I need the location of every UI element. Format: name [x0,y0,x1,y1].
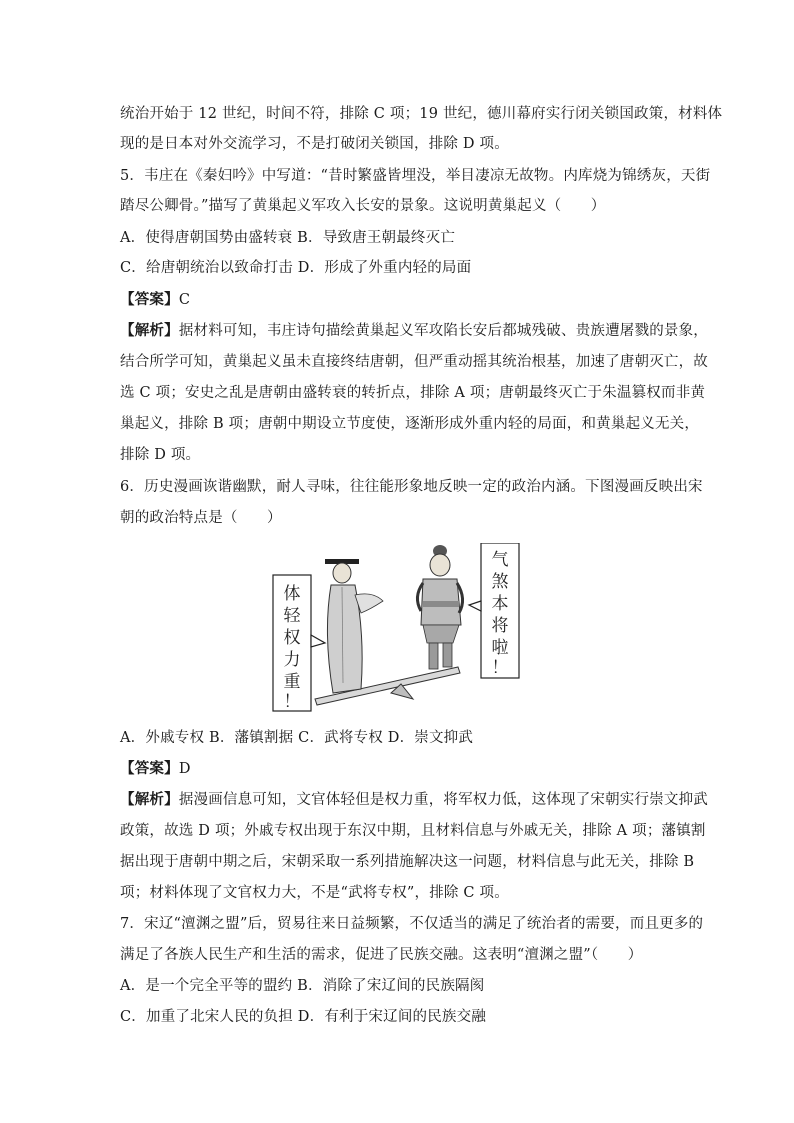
question-5-options-cd: C．给唐朝统治以致命打击 D．形成了外重内轻的局面 [120,260,472,276]
text-line: 现的是日本对外交流学习，不是打破闭关锁国，排除 D 项。 [120,136,509,152]
analysis-tag: 【解析】 [120,791,179,808]
right-bubble-char: 将 [491,616,509,636]
answer-value: C [178,292,191,308]
left-bubble-char: 轻 [283,606,301,626]
question-6-stem: 6．历史漫画诙谐幽默，耐人寻味，往往能形象地反映一定的政治内涵。下图漫画反映出宋 [120,479,703,495]
question-5-stem: 踏尽公卿骨。”描写了黄巢起义军攻入长安的景象。这说明黄巢起义（ ） [120,198,606,214]
question-5-stem: 5．韦庄在《秦妇吟》中写道：“昔时繁盛皆埋没，举目凄凉无故物。内库烧为锦绣灰，天街 [120,168,711,184]
analysis-text: 结合所学可知，黄巢起义虽未直接终结唐朝，但严重动摇其统治根基，加速了唐朝灭亡，故 [120,354,708,370]
analysis-text: 排除 D 项。 [120,447,201,463]
question-5-analysis [120,321,709,341]
answer-value: D [178,761,191,777]
left-bubble-char: 体 [283,584,301,604]
civil-official-figure [325,559,383,693]
question-6-options: A．外戚专权 B．藩镇割据 C．武将专权 D．崇文抑武 [120,730,474,746]
analysis-text: 据漫画信息可知，文官体轻但是权力重，将军权力低，这体现了宋朝实行崇文抑武 [178,792,709,808]
right-bubble-char: 啦 [491,638,509,658]
answer-tag: 【答案】 [120,760,179,777]
analysis-text: 据出现于唐朝中期之后，宋朝采取一系列措施解决这一问题，材料信息与此无关，排除 B [120,854,695,870]
analysis-text: 巢起义，排除 B 项；唐朝中期设立节度使，逐渐形成外重内轻的局面，和黄巢起义无关， [120,416,700,432]
song-dynasty-cartoon [263,543,521,713]
left-bubble-char: ！ [283,692,301,712]
right-bubble-char: 本 [491,594,509,614]
left-bubble-char: 重 [283,672,301,692]
analysis-text: 据材料可知，韦庄诗句描绘黄巢起义军攻陷长安后都城残破、贵族遭屠戮的景象， [178,323,709,339]
question-5-answer [120,290,695,310]
question-5-options-ab: A．使得唐朝国势由盛转衰 B．导致唐王朝最终灭亡 [120,230,456,246]
analysis-text: 选 C 项；安史之乱是唐朝由盛转衰的转折点，排除 A 项；唐朝最终灭亡于朱温篡权而非黄 [120,385,706,401]
question-7-stem: 满足了各族人民生产和生活的需求，促进了民族交融。这表明“澶渊之盟”（ ） [120,947,643,963]
left-bubble-char: 力 [283,650,301,670]
analysis-text: 项；材料体现了文官权力大，不是“武将专权”，排除 C 项。 [120,885,509,901]
analysis-tag: 【解析】 [120,322,179,339]
question-6-stem: 朝的政治特点是（ ） [120,510,282,526]
right-bubble-char: 煞 [491,572,509,592]
question-7-stem: 7．宋辽“澶渊之盟”后，贸易往来日益频繁，不仅适当的满足了统治者的需要，而且更多的 [120,916,704,932]
right-bubble-char: 气 [491,550,509,570]
general-figure [417,545,462,669]
left-bubble-char: 权 [283,628,301,648]
question-6-analysis [120,790,709,810]
analysis-text: 政策，故选 D 项；外戚专权出现于东汉中期，且材料信息与外戚无关，排除 A 项；藩镇割 [120,823,706,839]
question-6-answer [120,759,695,779]
answer-tag: 【答案】 [120,291,179,308]
right-bubble-char: ！ [491,658,509,678]
question-7-options-ab: A．是一个完全平等的盟约 B．消除了宋辽间的民族隔阂 [120,978,485,994]
text-line: 统治开始于 12 世纪，时间不符，排除 C 项；19 世纪，德川幕府实行闭关锁国政策，材料体 [120,106,723,122]
question-7-options-cd: C．加重了北宋人民的负担 D．有利于宋辽间的民族交融 [120,1009,487,1025]
